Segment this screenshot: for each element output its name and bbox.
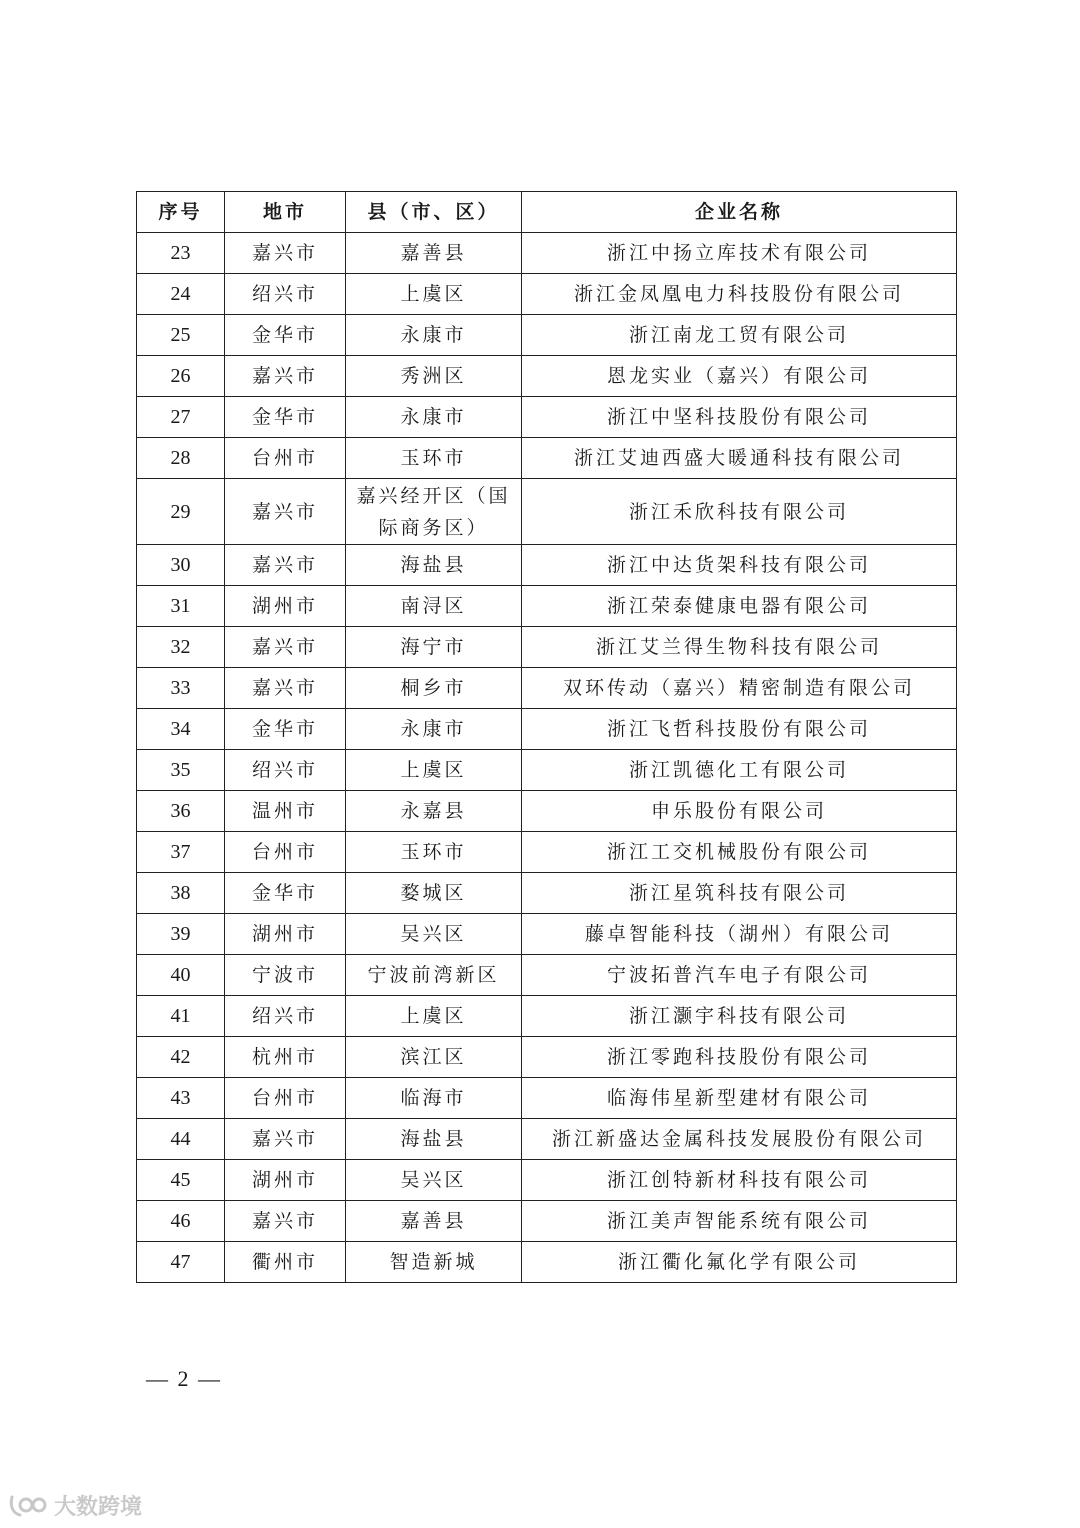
table-row [137,668,957,709]
row-company: 临海伟星新型建材有限公司 [522,1078,957,1119]
row-city: 金华市 [225,709,346,750]
table-row [137,1078,957,1119]
row-city: 湖州市 [225,914,346,955]
row-index: 35 [137,750,225,791]
row-company: 浙江艾迪西盛大暖通科技有限公司 [522,438,957,479]
enterprise-table-container [136,191,956,1283]
row-county: 桐乡市 [346,668,522,709]
row-city: 绍兴市 [225,996,346,1037]
row-city: 金华市 [225,315,346,356]
row-city: 绍兴市 [225,750,346,791]
table-row [137,586,957,627]
table-row [137,315,957,356]
row-city: 嘉兴市 [225,545,346,586]
row-city: 衢州市 [225,1242,346,1283]
row-company: 双环传动（嘉兴）精密制造有限公司 [522,668,957,709]
table-row [137,709,957,750]
table-row [137,627,957,668]
row-county: 玉环市 [346,832,522,873]
row-index: 24 [137,274,225,315]
row-index: 46 [137,1201,225,1242]
row-index: 36 [137,791,225,832]
row-county: 永嘉县 [346,791,522,832]
table-row [137,438,957,479]
row-city: 温州市 [225,791,346,832]
row-index: 32 [137,627,225,668]
row-county: 吴兴区 [346,1160,522,1201]
watermark [8,1490,142,1521]
row-city: 绍兴市 [225,274,346,315]
row-company: 浙江星筑科技有限公司 [522,873,957,914]
row-county: 上虞区 [346,750,522,791]
row-city: 嘉兴市 [225,233,346,274]
row-company: 浙江中达货架科技有限公司 [522,545,957,586]
row-city: 嘉兴市 [225,668,346,709]
row-county: 嘉善县 [346,233,522,274]
row-county: 宁波前湾新区 [346,955,522,996]
table-row [137,1201,957,1242]
row-index: 29 [137,479,225,545]
row-index: 43 [137,1078,225,1119]
row-index: 39 [137,914,225,955]
row-city: 台州市 [225,438,346,479]
row-county: 永康市 [346,315,522,356]
row-company: 浙江美声智能系统有限公司 [522,1201,957,1242]
row-county: 智造新城 [346,1242,522,1283]
row-company: 浙江凯德化工有限公司 [522,750,957,791]
row-index: 37 [137,832,225,873]
row-company: 宁波拓普汽车电子有限公司 [522,955,957,996]
table-row [137,1037,957,1078]
row-company: 浙江南龙工贸有限公司 [522,315,957,356]
row-company: 浙江新盛达金属科技发展股份有限公司 [522,1119,957,1160]
table-row [137,397,957,438]
row-county: 永康市 [346,397,522,438]
table-row [137,955,957,996]
row-company: 浙江工交机械股份有限公司 [522,832,957,873]
row-index: 40 [137,955,225,996]
row-index: 23 [137,233,225,274]
row-city: 杭州市 [225,1037,346,1078]
row-county: 滨江区 [346,1037,522,1078]
row-index: 28 [137,438,225,479]
table-row [137,274,957,315]
row-index: 45 [137,1160,225,1201]
enterprise-table [136,191,957,1283]
row-county: 南浔区 [346,586,522,627]
row-index: 25 [137,315,225,356]
row-county: 嘉善县 [346,1201,522,1242]
row-index: 27 [137,397,225,438]
row-index: 31 [137,586,225,627]
row-county: 婺城区 [346,873,522,914]
row-index: 38 [137,873,225,914]
table-row [137,356,957,397]
row-city: 嘉兴市 [225,356,346,397]
row-city: 嘉兴市 [225,479,346,545]
row-city: 金华市 [225,397,346,438]
row-city: 台州市 [225,832,346,873]
row-city: 台州市 [225,1078,346,1119]
header-company: 企业名称 [522,192,957,233]
row-company: 申乐股份有限公司 [522,791,957,832]
header-county: 县（市、区） [346,192,522,233]
row-county: 上虞区 [346,996,522,1037]
row-company: 浙江荣泰健康电器有限公司 [522,586,957,627]
row-index: 44 [137,1119,225,1160]
table-row [137,479,957,545]
watermark-logo-icon [8,1493,48,1519]
table-row [137,1242,957,1283]
table-row [137,996,957,1037]
page-number: — 2 — [146,1366,222,1391]
row-city: 嘉兴市 [225,1119,346,1160]
row-city: 宁波市 [225,955,346,996]
row-company: 恩龙实业（嘉兴）有限公司 [522,356,957,397]
row-county: 吴兴区 [346,914,522,955]
row-company: 浙江中扬立库技术有限公司 [522,233,957,274]
row-city: 嘉兴市 [225,627,346,668]
row-city: 金华市 [225,873,346,914]
table-row [137,914,957,955]
header-city: 地市 [225,192,346,233]
row-county: 临海市 [346,1078,522,1119]
row-company: 浙江中坚科技股份有限公司 [522,397,957,438]
header-index: 序号 [137,192,225,233]
row-company: 浙江艾兰得生物科技有限公司 [522,627,957,668]
row-company: 浙江禾欣科技有限公司 [522,479,957,545]
row-index: 41 [137,996,225,1037]
row-index: 26 [137,356,225,397]
row-company: 浙江创特新材科技有限公司 [522,1160,957,1201]
table-row [137,750,957,791]
table-row [137,1119,957,1160]
row-county: 上虞区 [346,274,522,315]
row-county: 秀洲区 [346,356,522,397]
row-company: 浙江飞哲科技股份有限公司 [522,709,957,750]
row-county: 海盐县 [346,1119,522,1160]
row-company: 浙江金凤凰电力科技股份有限公司 [522,274,957,315]
table-row [137,1160,957,1201]
table-row [137,791,957,832]
row-county: 玉环市 [346,438,522,479]
row-county: 海盐县 [346,545,522,586]
row-index: 33 [137,668,225,709]
row-index: 42 [137,1037,225,1078]
row-index: 47 [137,1242,225,1283]
watermark-text: 大数跨境 [54,1495,143,1520]
row-index: 30 [137,545,225,586]
row-company: 浙江灏宇科技有限公司 [522,996,957,1037]
table-row [137,545,957,586]
row-county: 海宁市 [346,627,522,668]
row-city: 湖州市 [225,586,346,627]
table-header-row [137,192,957,233]
row-city: 嘉兴市 [225,1201,346,1242]
table-row [137,233,957,274]
table-row [137,873,957,914]
row-city: 湖州市 [225,1160,346,1201]
row-company: 藤卓智能科技（湖州）有限公司 [522,914,957,955]
row-county: 嘉兴经开区（国际商务区） [346,479,522,545]
row-county: 永康市 [346,709,522,750]
row-company: 浙江衢化氟化学有限公司 [522,1242,957,1283]
row-index: 34 [137,709,225,750]
row-company: 浙江零跑科技股份有限公司 [522,1037,957,1078]
table-row [137,832,957,873]
